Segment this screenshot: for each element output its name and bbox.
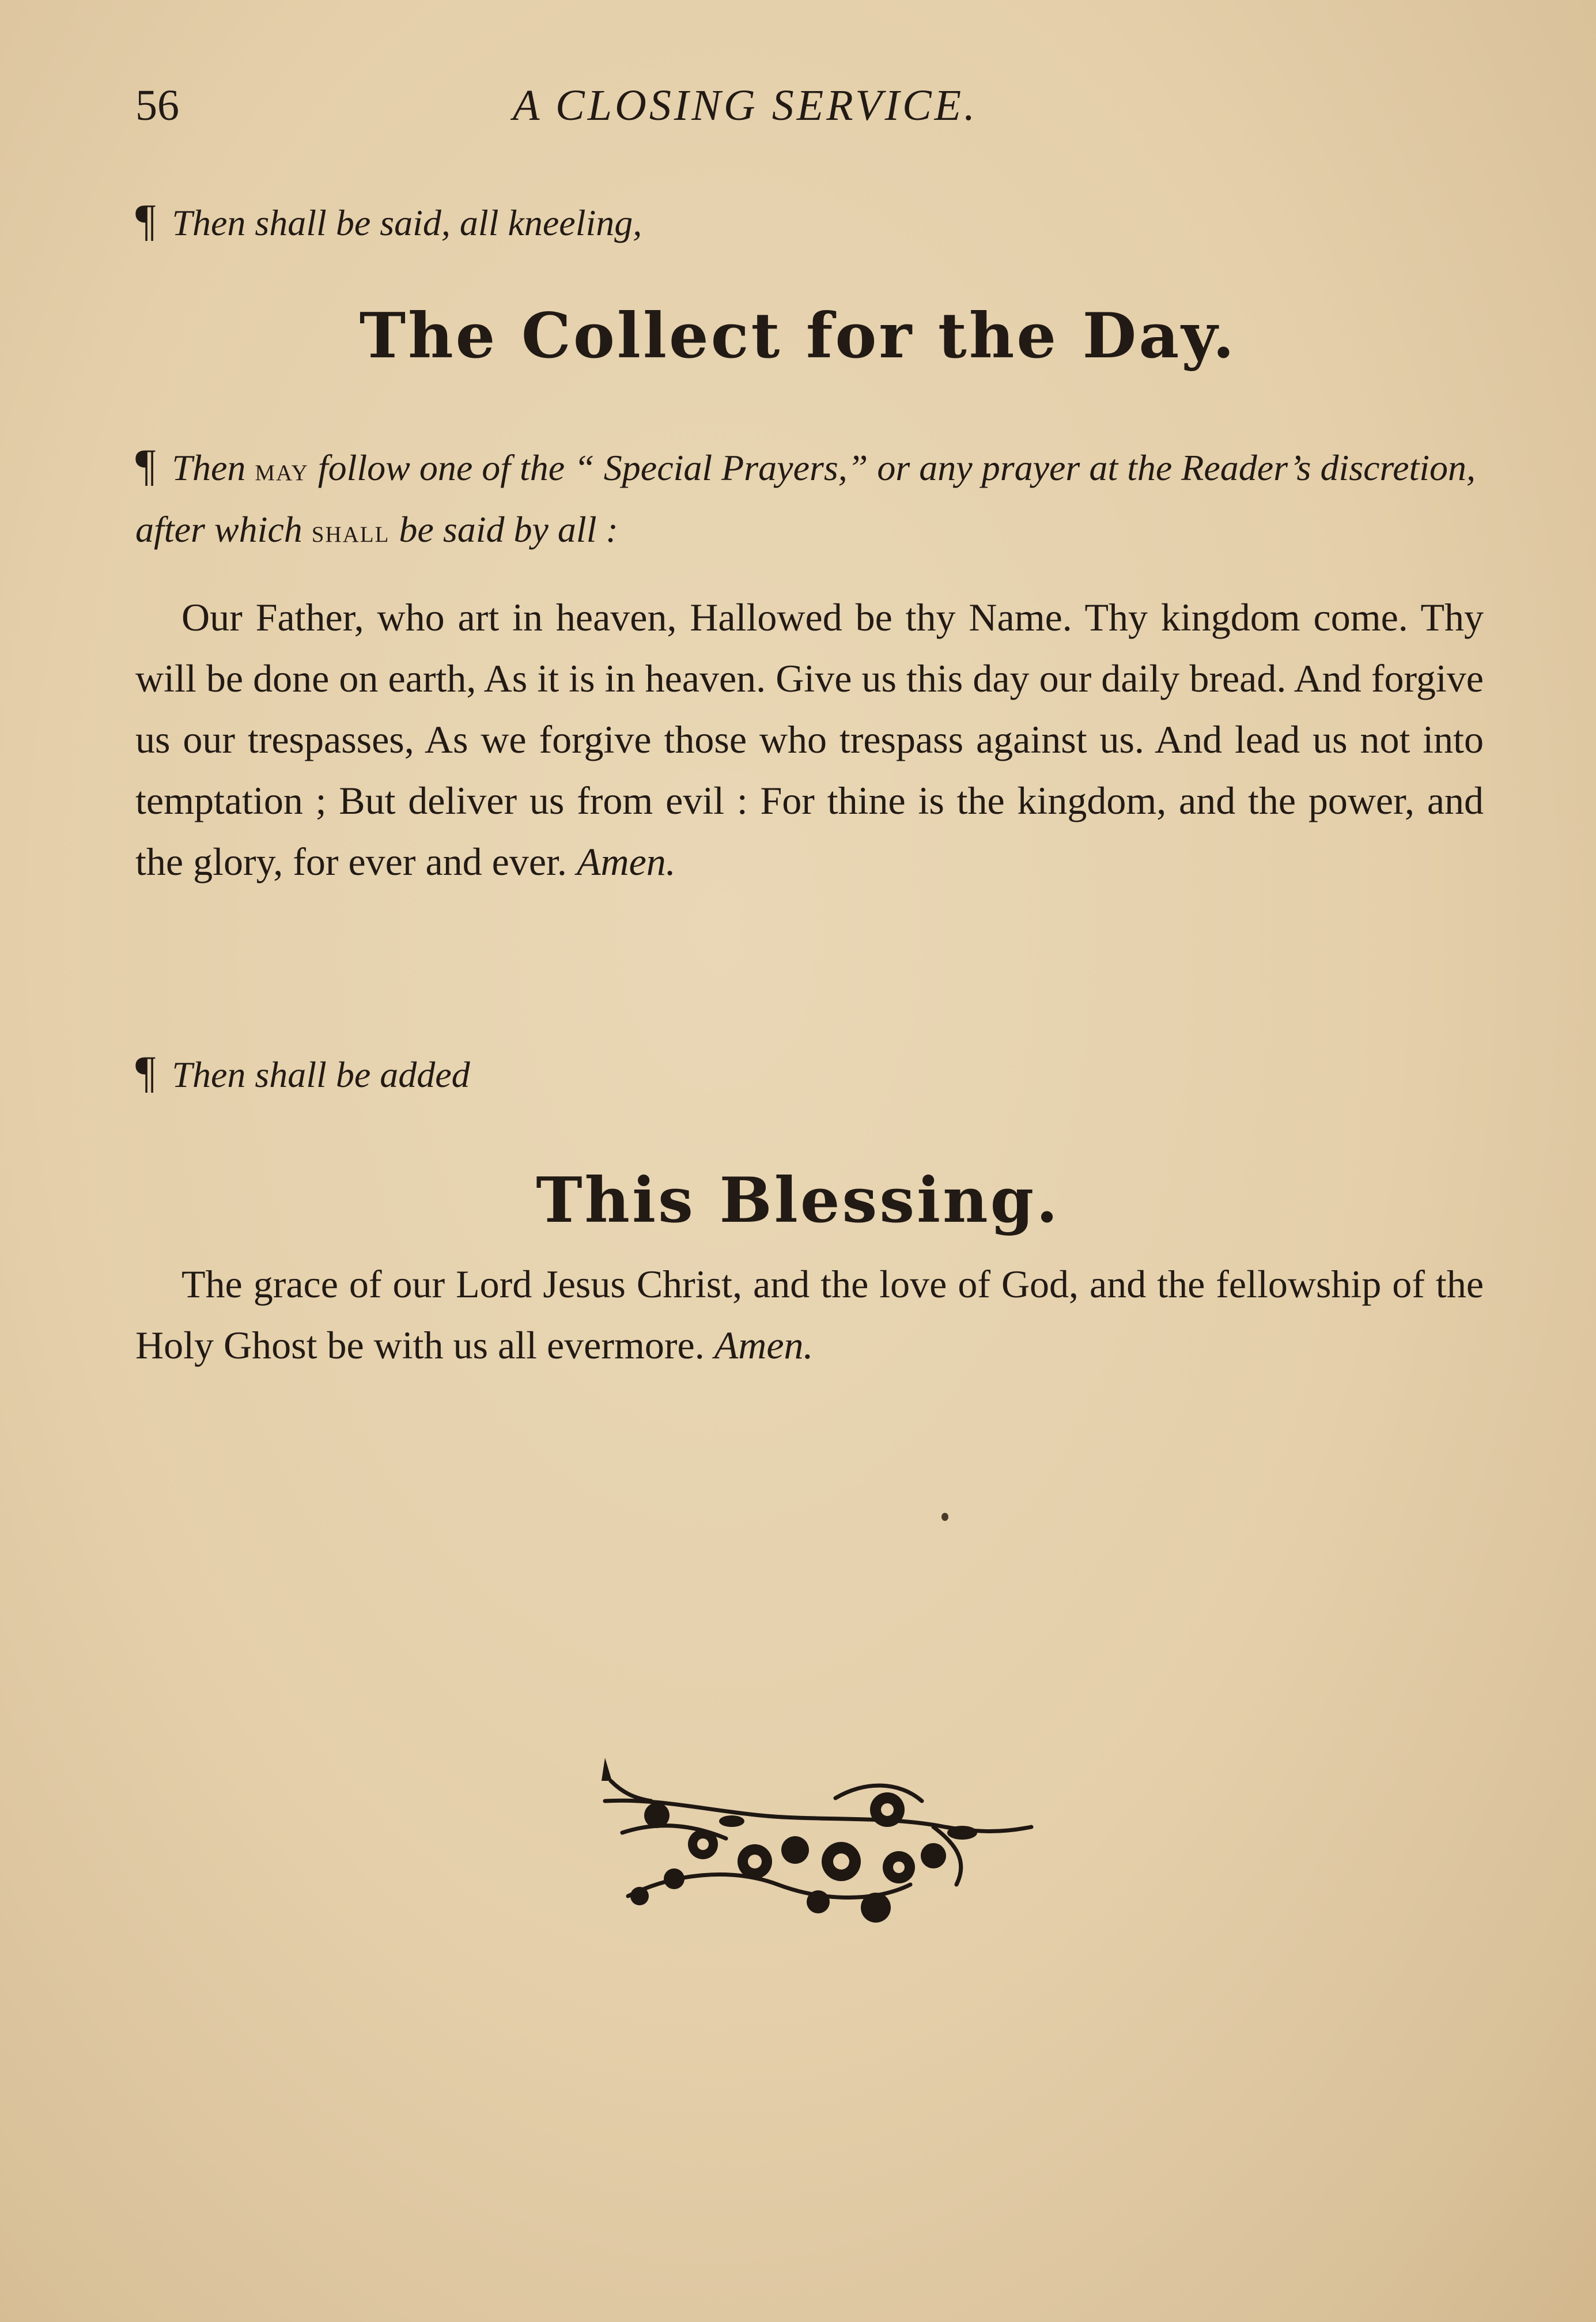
rubric-text: Then shall be added (172, 1054, 470, 1095)
rubric-text-part3: be said by all : (399, 509, 618, 550)
heading-blessing: This Blessing. (536, 1164, 1060, 1237)
rubric-text-part1: Then (172, 447, 246, 488)
lords-prayer-text: Our Father, who art in heaven, Hallowed be thy Name. Thy kingdom come. Thy will be done on earth, As it is in heaven. Give us this day our daily bread. And forgive us our trespasses, As we forgive those who trespass against us. And lead us not into temptation ; But deliver us from evil : For thine is the kingdom, and the power, and the glory, for ever and ever. (135, 595, 1484, 884)
heading-collect: The Collect for the Day. (359, 300, 1237, 372)
rubric-special-prayers (135, 435, 1484, 561)
blessing-amen: Amen. (714, 1323, 814, 1367)
rubric-shall: shall (311, 514, 390, 549)
floral-tailpiece-icon (588, 1746, 1037, 1936)
page-header (0, 81, 1596, 150)
pilcrow-icon: ¶ (135, 440, 156, 490)
blessing (135, 1253, 1484, 1376)
rubric-kneeling (135, 190, 1484, 253)
print-speck (941, 1513, 948, 1521)
page-number: 56 (135, 81, 179, 130)
rubric-text: Then shall be said, all kneeling, (172, 202, 642, 243)
rubric-may: may (255, 452, 309, 488)
pilcrow-icon: ¶ (135, 195, 156, 245)
blessing-text: The grace of our Lord Jesus Christ, and the love of God, and the fellowship of the Holy Ghost be with us all evermore. (135, 1262, 1484, 1367)
lords-prayer (135, 587, 1484, 892)
rubric-text-part2: follow one of the “ Special Prayers,” or any prayer at the Reader’s discretion, after which (135, 447, 1476, 550)
pilcrow-icon: ¶ (135, 1047, 156, 1097)
lords-prayer-amen: Amen. (576, 840, 676, 884)
rubric-then-added (135, 1042, 1484, 1105)
running-title: A CLOSING SERVICE. (513, 81, 978, 130)
